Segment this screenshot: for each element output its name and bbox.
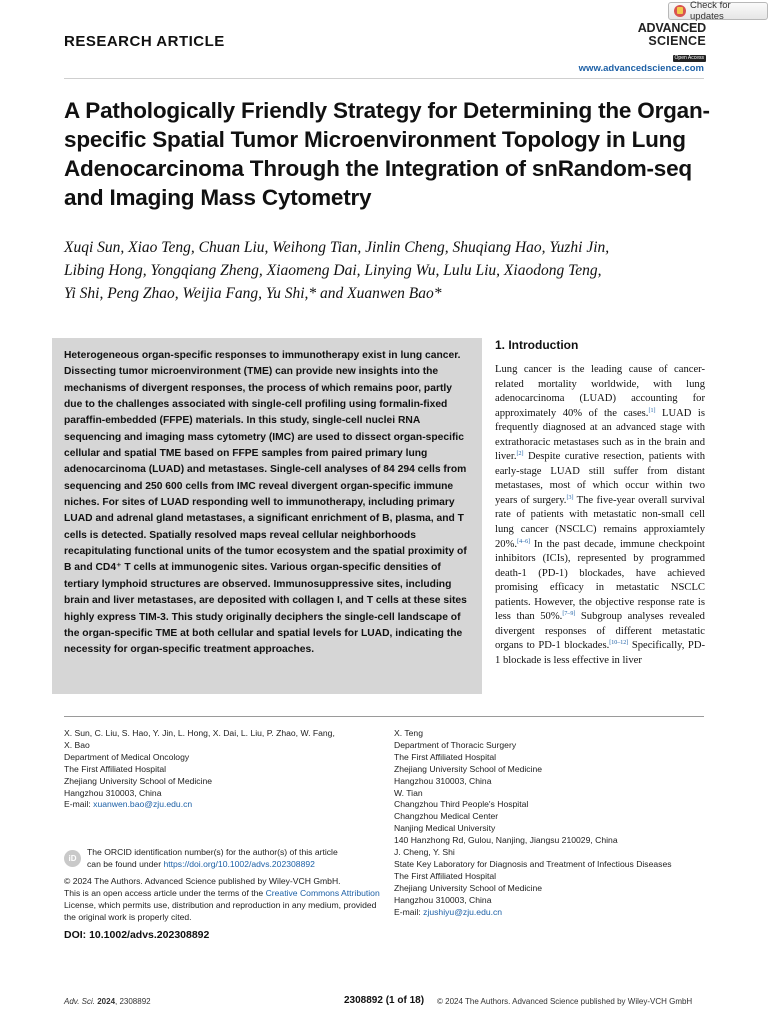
creative-commons-link[interactable]: Creative Commons Attribution	[265, 887, 380, 898]
affiliation-names: X. Sun, C. Liu, S. Hao, Y. Jin, L. Hong, X. Dai, L. Liu, P. Zhao, W. Fang,	[64, 728, 335, 738]
citation-link[interactable]: [1]	[648, 407, 656, 414]
journal-website-link[interactable]: www.advancedscience.com	[578, 63, 704, 74]
footer-page-number: 2308892 (1 of 18)	[344, 995, 425, 1006]
affiliation-hospital: The First Affiliated Hospital	[64, 763, 167, 774]
paper-title: A Pathologically Friendly Strategy for Determining the Organ-specific Spatial Tumor Microenvironment Topology in Lung Adenocarcinoma Through the Integration of snRandom-seq and Imaging Mass Cytometry	[64, 98, 710, 210]
orcid-icon: iD	[64, 850, 81, 867]
citation-link[interactable]: [4–6]	[517, 538, 531, 545]
author-list	[64, 236, 714, 305]
section-label: RESEARCH ARTICLE	[64, 33, 225, 50]
orcid-note: iD The ORCID identification number(s) for the author(s) of this article can be found under https://doi.org/10.1002/advs.202308892	[64, 847, 380, 871]
affiliation-names: J. Cheng, Y. Shi	[394, 847, 455, 858]
affiliation-address: 140 Hanzhong Rd, Gulou, Nanjing, Jiangsu 210029, China	[394, 835, 618, 846]
open-access-badge: Open Access	[674, 55, 704, 61]
affiliation-hospital: Changzhou Third People's Hospital	[394, 799, 529, 810]
author-line: Yi Shi, Peng Zhao, Weijia Fang, Yu Shi,* and Xuanwen Bao*	[64, 285, 442, 302]
doi-label: DOI: 10.1002/advs.202308892	[64, 929, 210, 941]
affiliation-university: Nanjing Medical University	[394, 823, 496, 834]
affiliation-divider	[64, 716, 704, 717]
affiliation-dept: Department of Thoracic Surgery	[394, 739, 517, 750]
affiliation-email: E-mail: xuanwen.bao@zju.edu.cn	[64, 799, 193, 810]
affiliation-center: Changzhou Medical Center	[394, 811, 499, 822]
affiliation-school: Zhejiang University School of Medicine	[394, 763, 543, 774]
check-for-updates-label: Check for updates	[690, 0, 731, 22]
orcid-doi-link[interactable]: https://doi.org/10.1002/advs.202308892	[163, 858, 315, 869]
abstract-box	[52, 338, 482, 694]
affiliation-names: W. Tian	[394, 787, 423, 798]
affiliation-email: E-mail: zjushiyu@zju.edu.cn	[394, 906, 503, 917]
affiliation-names: X. Teng	[394, 728, 423, 738]
affiliation-city: Hangzhou 310003, China	[64, 787, 162, 798]
footer-journal-name: Adv. Sci.	[64, 997, 95, 1006]
journal-logo	[604, 22, 706, 63]
affiliation-hospital: The First Affiliated Hospital	[394, 751, 497, 762]
abstract-text: Heterogeneous organ-specific responses to immunotherapy exist in lung cancer. Dissecting tumor microenvironment (TME) can provide new insights into the mechanisms of divergent responses, the process of which remains poor, partly due to the challenges associated with single-cell profiling using formalin-fixed paraffin-embedded (FFPE) materials. In this study, single-cell nuclei RNA sequencing and imaging mass cytometry (IMC) are used to dissect organ-specific cellular and spatial TME based on FFPE samples from paired primary lung adenocarcinoma (LUAD) and metastases. Single-cell analyses of 84 294 cells from sequencing and 250 600 cells from IMC reveal divergent organ-specific immune niches. For sites of LUAD responding well to immunotherapy, including primary LUAD and adrenal gland metastases, a significant enrichment of B, plasma, and T cells is detected. Spatially resolved maps reveal cellular neighborhoods recapitulating functional units of the tumor ecosystem and the spatial proximity of B and CD4⁺ T cells at immunogenic sites. Various organ-specific densities of tertiary lymphoid structures are observed. Immunosuppressive sites, including brain and liver metastases, are deposited with collagen I, and T cells at these sites highly express TIM-3. This study originally deciphers the single-cell landscape of the organ-specific TME at both cellular and spatial levels for LUAD, indicating the necessity for organ-specific treatment approaches.	[64, 350, 467, 656]
affiliation-block-left	[64, 728, 374, 811]
author-line: Xuqi Sun, Xiao Teng, Chuan Liu, Weihong Tian, Jinlin Cheng, Shuqiang Hao, Yuzhi Jin,	[64, 239, 610, 256]
header-divider	[64, 78, 704, 79]
footer-citation	[64, 997, 151, 1006]
affiliation-school: Zhejiang University School of Medicine	[394, 882, 543, 893]
affiliation-block-right	[394, 728, 714, 919]
logo-line-1: ADVANCED	[637, 21, 706, 35]
license-note: © 2024 The Authors. Advanced Science published by Wiley-VCH GmbH. This is an open access article under the terms of the Creative Commons Attribution License, which permits use, distribution and reproduction in any medium, provided the original work is properly cited.	[64, 876, 380, 922]
affiliation-city: Hangzhou 310003, China	[394, 894, 492, 905]
email-link[interactable]: zjushiyu@zju.edu.cn	[423, 906, 503, 917]
email-link[interactable]: xuanwen.bao@zju.edu.cn	[93, 799, 193, 810]
citation-link[interactable]: [2]	[516, 451, 524, 458]
logo-line-2: SCIENCE	[648, 33, 706, 48]
citation-link[interactable]: [10–12]	[609, 640, 629, 647]
affiliation-dept: Department of Medical Oncology	[64, 751, 190, 762]
orcid-text: The ORCID identification number(s) for the author(s) of this article	[87, 847, 338, 857]
crossmark-icon	[674, 5, 686, 17]
introduction-text: Lung cancer is the leading cause of cancer-related mortality worldwide, with lung adenocarcinoma (LUAD) accounting for approximately 40% of the cases.[1] LUAD is frequently diagnosed at an advanced stage with extrathoracic metastases such as in the brain and liver.[2] Despite curative resection, patients with early-stage LUAD still suffer from distant metastases, most of which occur within two years of surgery.[3] The five-year overall survival rate of patients with metastatic non-small cell lung cancer (NSCLC) remains approxiamtely 20%.[4–6] In the past decade, immune checkpoint inhibitors (ICIs), represented by programmed death-1 (PD-1) blockades, have achieved promising efficacy in metastatic NSCLC patients. However, the objective response rate is less than 50%.[7–9] Subgroup analyses revealed divergent responses of different metastatic organs to PD-1 blockades.[10–12] Specifically, PD-1 blockade is less effective in liver	[495, 364, 706, 666]
affiliation-city: Hangzhou 310003, China	[394, 775, 492, 786]
citation-link[interactable]: [3]	[566, 494, 574, 501]
check-for-updates-button[interactable]	[668, 2, 768, 20]
footer-article-number: , 2308892	[115, 997, 151, 1006]
footer-year: 2024	[97, 997, 116, 1006]
author-line: Libing Hong, Yongqiang Zheng, Xiaomeng Dai, Linying Wu, Lulu Liu, Xiaodong Teng,	[64, 262, 602, 279]
copyright-line: © 2024 The Authors. Advanced Science published by Wiley-VCH GmbH.	[64, 876, 341, 886]
affiliation-hospital: The First Affiliated Hospital	[394, 870, 497, 881]
affiliation-school: Zhejiang University School of Medicine	[64, 775, 213, 786]
introduction-heading: 1. Introduction	[495, 338, 579, 352]
affiliation-lab: State Key Laboratory for Diagnosis and Treatment of Infectious Diseases	[394, 858, 672, 869]
affiliation-names: X. Bao	[64, 739, 90, 750]
citation-link[interactable]: [7–9]	[562, 611, 576, 618]
footer-copyright: © 2024 The Authors. Advanced Science published by Wiley-VCH GmbH	[437, 997, 693, 1006]
